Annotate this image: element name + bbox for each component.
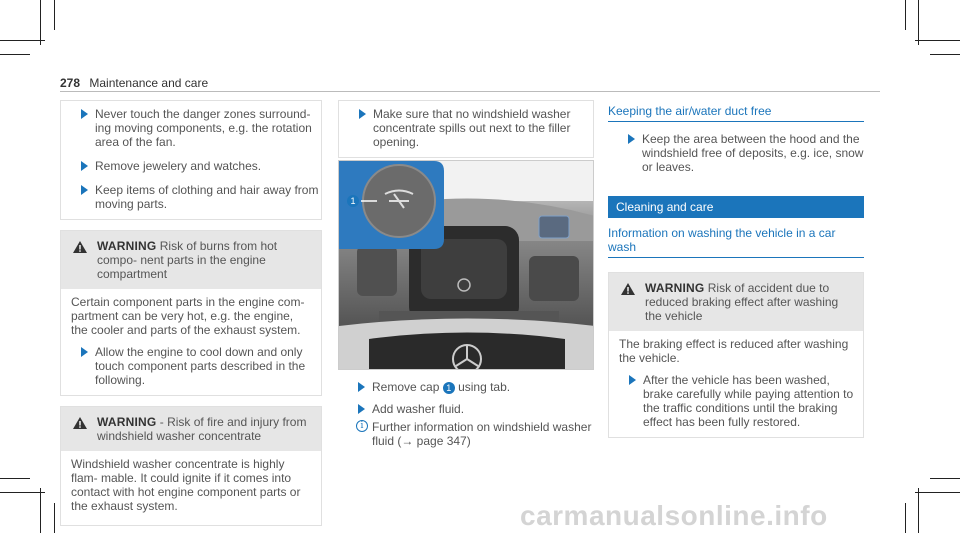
warning-triangle-icon <box>73 417 87 429</box>
page-header <box>60 76 208 90</box>
crop-mark <box>905 0 906 30</box>
info-text: Further information on windshield washer fluid (→ page 347) <box>372 420 592 448</box>
crop-mark <box>0 478 30 479</box>
engine-illustration <box>339 161 594 370</box>
step-arrow-icon <box>628 134 635 144</box>
step-item <box>608 132 864 174</box>
callout-badge: 1 <box>443 382 455 394</box>
step-text: Allow the engine to cool down and only touch component parts described in the following. <box>95 345 306 387</box>
step-arrow-icon <box>358 404 365 414</box>
crop-mark <box>930 54 960 55</box>
step-arrow-icon <box>81 161 88 171</box>
step-item <box>339 107 593 149</box>
crop-mark <box>40 488 41 533</box>
warning-label: WARNING <box>645 281 705 295</box>
step-item <box>61 345 321 395</box>
step-item <box>609 373 863 437</box>
step-item <box>61 183 321 211</box>
warning-box <box>608 272 864 438</box>
crop-mark <box>0 492 45 493</box>
crop-mark <box>54 0 55 30</box>
step-item <box>338 380 594 394</box>
step-arrow-icon <box>81 109 88 119</box>
step-text: Keep the area between the hood and the windshield free of deposits, e.g. ice, snow or leaves. <box>642 132 864 174</box>
warning-label: WARNING <box>97 415 157 429</box>
crop-mark <box>54 503 55 533</box>
crop-mark <box>930 478 960 479</box>
engine-bay-photo <box>338 160 594 370</box>
warning-box <box>60 230 322 396</box>
warning-header <box>61 407 321 451</box>
warning-triangle-icon <box>621 283 635 295</box>
column-2 <box>338 100 594 158</box>
crop-mark <box>905 503 906 533</box>
warning-title: Risk of burns from hot compo- nent parts in the engine compartment <box>97 239 278 281</box>
step-item <box>338 402 594 416</box>
section-name: Maintenance and care <box>89 76 209 90</box>
step-arrow-icon <box>81 185 88 195</box>
crop-mark <box>915 492 960 493</box>
warning-header <box>609 273 863 331</box>
section-title: Keeping the air/water duct free <box>608 104 864 122</box>
callout-badge: 1 <box>347 195 359 207</box>
step-text: Keep items of clothing and hair away from moving parts. <box>95 183 319 211</box>
step-text: Add washer fluid. <box>372 402 465 416</box>
step-arrow-icon <box>358 382 365 392</box>
warning-label: WARNING <box>97 239 157 253</box>
chapter-bar: Cleaning and care <box>608 196 864 218</box>
step-text: Remove jewelery and watches. <box>95 159 262 173</box>
step-arrow-icon <box>81 347 88 357</box>
step-text: After the vehicle has been washed, brake carefully while paying attention to the traffic conditions until the braking effect has been fully restored. <box>643 373 854 429</box>
warning-header <box>61 231 321 289</box>
info-item <box>338 420 594 448</box>
warning-body: Certain component parts in the engine com- partment can be very hot, e.g. the engine, the cooler and parts of the exhaust system. <box>71 295 305 337</box>
section-title: Information on washing the vehicle in a car wash <box>608 226 864 258</box>
warning-title: Risk of accident due to reduced braking effect after washing the vehicle <box>645 281 839 323</box>
step-arrow-icon <box>629 375 636 385</box>
step-item <box>61 107 321 149</box>
step-text-post: using tab. <box>458 380 511 394</box>
watermark: carmanualsonline.info <box>520 500 828 531</box>
header-rule <box>60 91 880 92</box>
step-arrow-icon <box>359 109 366 119</box>
crop-mark <box>918 488 919 533</box>
crop-mark <box>915 40 960 41</box>
warning-triangle-icon <box>73 241 87 253</box>
crop-mark <box>0 40 45 41</box>
warning-body: Windshield washer concentrate is highly flam- mable. It could ignite if it comes into contact with hot engine component parts or the exhaust system. <box>71 457 301 513</box>
warning-title: - Risk of fire and injury from windshield washer concentrate <box>97 415 307 443</box>
steps-box <box>338 100 594 158</box>
step-item <box>61 159 321 173</box>
steps-box <box>60 100 322 220</box>
crop-mark <box>40 0 41 45</box>
warning-box <box>60 406 322 526</box>
step-text: Make sure that no windshield washer concentrate spills out next to the filler opening. <box>373 107 571 149</box>
column-3 <box>608 104 864 438</box>
warning-body: The braking effect is reduced after washing the vehicle. <box>619 337 849 365</box>
step-text-pre: Remove cap <box>372 380 440 394</box>
page-number: 278 <box>60 76 81 90</box>
column-1 <box>60 100 322 526</box>
step-text: Never touch the danger zones surround- ing moving components, e.g. the rotation area of the fan. <box>95 107 312 149</box>
crop-mark <box>0 54 30 55</box>
crop-mark <box>918 0 919 45</box>
info-icon: i <box>356 420 368 432</box>
column-2-steps <box>338 380 594 448</box>
